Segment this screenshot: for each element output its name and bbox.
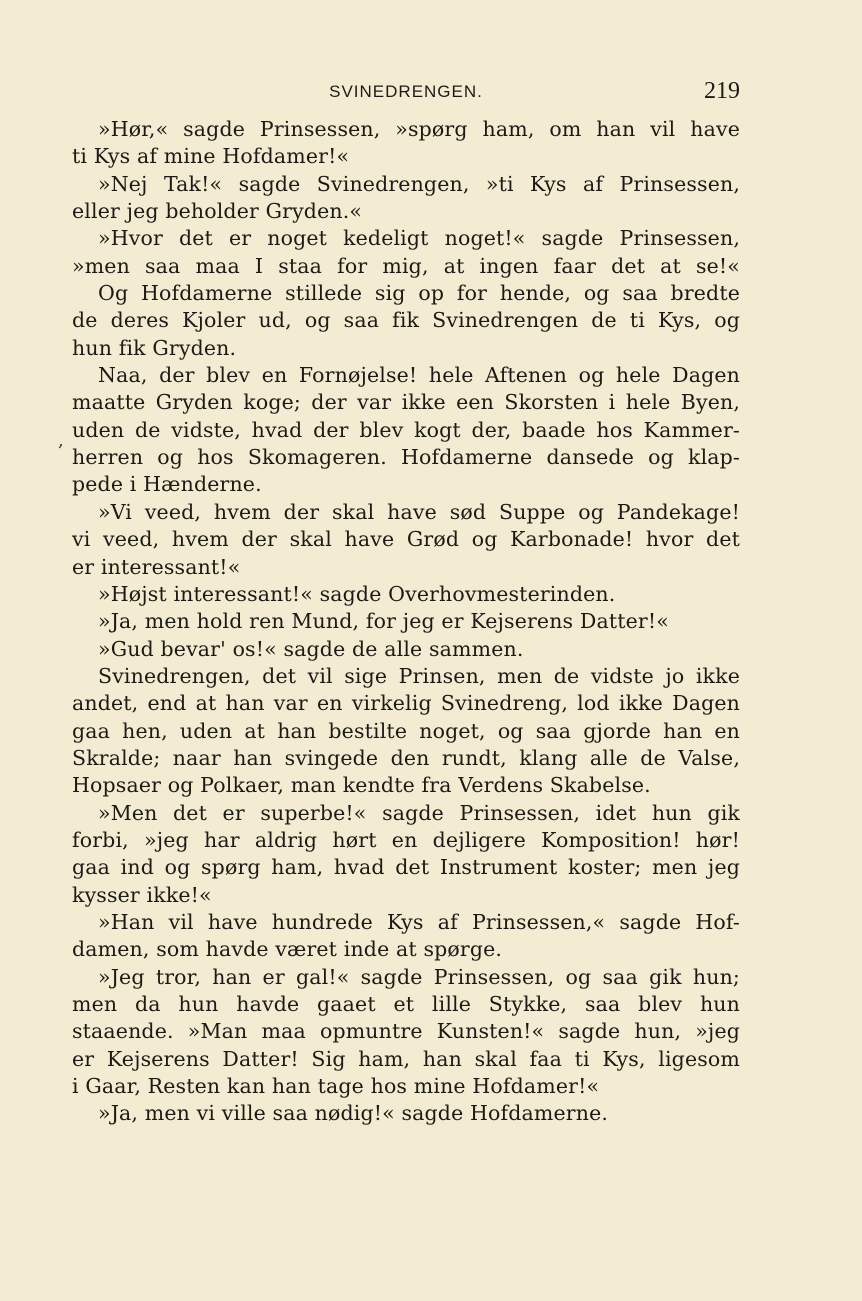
text-line: de deres Kjoler ud, og saa fik Svinedrengen de ti Kys, og [72, 308, 740, 333]
text-line: »Han vil have hundrede Kys af Prinsessen,« sagde Hof- [98, 909, 740, 934]
text-line: »Ja, men vi ville saa nødig!« sagde Hofdamerne. [98, 1101, 609, 1126]
text-line: andet, end at han var en virkelig Svinedreng, lod ikke Dagen [72, 691, 740, 716]
text-line: »Nej Tak!« sagde Svinedrengen, »ti Kys af Prinsessen, [98, 171, 740, 196]
text-line: »Vi veed, hvem der skal have sød Suppe og Pandekage! [98, 499, 740, 524]
text-line: ti Kys af mine Hofdamer!« [72, 144, 350, 169]
text-line: gaa ind og spørg ham, hvad det Instrument koster; men jeg [72, 855, 740, 880]
text-line: »men saa maa I staa for mig, at ingen faar det at se!« [72, 253, 740, 278]
text-line: staaende. »Man maa opmuntre Kunsten!« sagde hun, »jeg [72, 1019, 740, 1044]
text-line: er Kejserens Datter! Sig ham, han skal faa ti Kys, ligesom [72, 1046, 740, 1071]
text-line: maatte Gryden koge; der var ikke een Skorsten i hele Byen, [72, 390, 740, 415]
text-line: »Hør,« sagde Prinsessen, »spørg ham, om han vil have [98, 117, 740, 141]
text-line: kysser ikke!« [72, 882, 212, 907]
text-line: »Jeg tror, han er gal!« sagde Prinsessen, og saa gik hun; [98, 964, 740, 989]
running-head [72, 78, 740, 106]
text-line: Og Hofdamerne stillede sig op for hende, og saa bredte [98, 281, 740, 306]
text-line: er interessant!« [72, 554, 241, 579]
text-line: »Højst interessant!« sagde Overhovmesterinden. [98, 581, 616, 606]
margin-mark: , [58, 430, 64, 451]
body-text [72, 116, 740, 1128]
text-line: Svinedrengen, det vil sige Prinsen, men de vidste jo ikke [98, 663, 740, 688]
text-line: uden de vidste, hvad der blev kogt der, baade hos Kammer- [72, 417, 740, 442]
text-line: Skralde; naar han svingede den rundt, klang alle de Valse, [72, 745, 740, 770]
text-line: Naa, der blev en Fornøjelse! hele Aftenen og hele Dagen [98, 363, 740, 388]
text-line: hun fik Gryden. [72, 335, 237, 360]
text-line: »Men det er superbe!« sagde Prinsessen, idet hun gik [98, 800, 740, 825]
text-line: damen, som havde været inde at spørge. [72, 937, 503, 962]
text-line: »Hvor det er noget kedeligt noget!« sagde Prinsessen, [98, 226, 740, 251]
text-line: vi veed, hvem der skal have Grød og Karbonade! hvor det [72, 527, 740, 552]
text-line: eller jeg beholder Gryden.« [72, 199, 363, 224]
text-line: Hopsaer og Polkaer, man kendte fra Verdens Skabelse. [72, 773, 651, 798]
text-line: gaa hen, uden at han bestilte noget, og saa gjorde han en [72, 718, 740, 743]
text-line: pede i Hænderne. [72, 472, 262, 497]
text-line: men da hun havde gaaet et lille Stykke, saa blev hun [72, 992, 740, 1016]
text-line: herren og hos Skomageren. Hofdamerne dansede og klap- [72, 445, 740, 470]
page-number: 219 [704, 78, 740, 104]
text-line: »Ja, men hold ren Mund, for jeg er Kejserens Datter!« [98, 609, 669, 634]
text-line: »Gud bevar' os!« sagde de alle sammen. [98, 636, 524, 661]
text-line: i Gaar, Resten kan han tage hos mine Hofdamer!« [72, 1074, 600, 1099]
text-line: forbi, »jeg har aldrig hørt en dejligere Komposition! hør! [72, 827, 740, 852]
running-title: SVINEDRENGEN. [329, 82, 483, 101]
